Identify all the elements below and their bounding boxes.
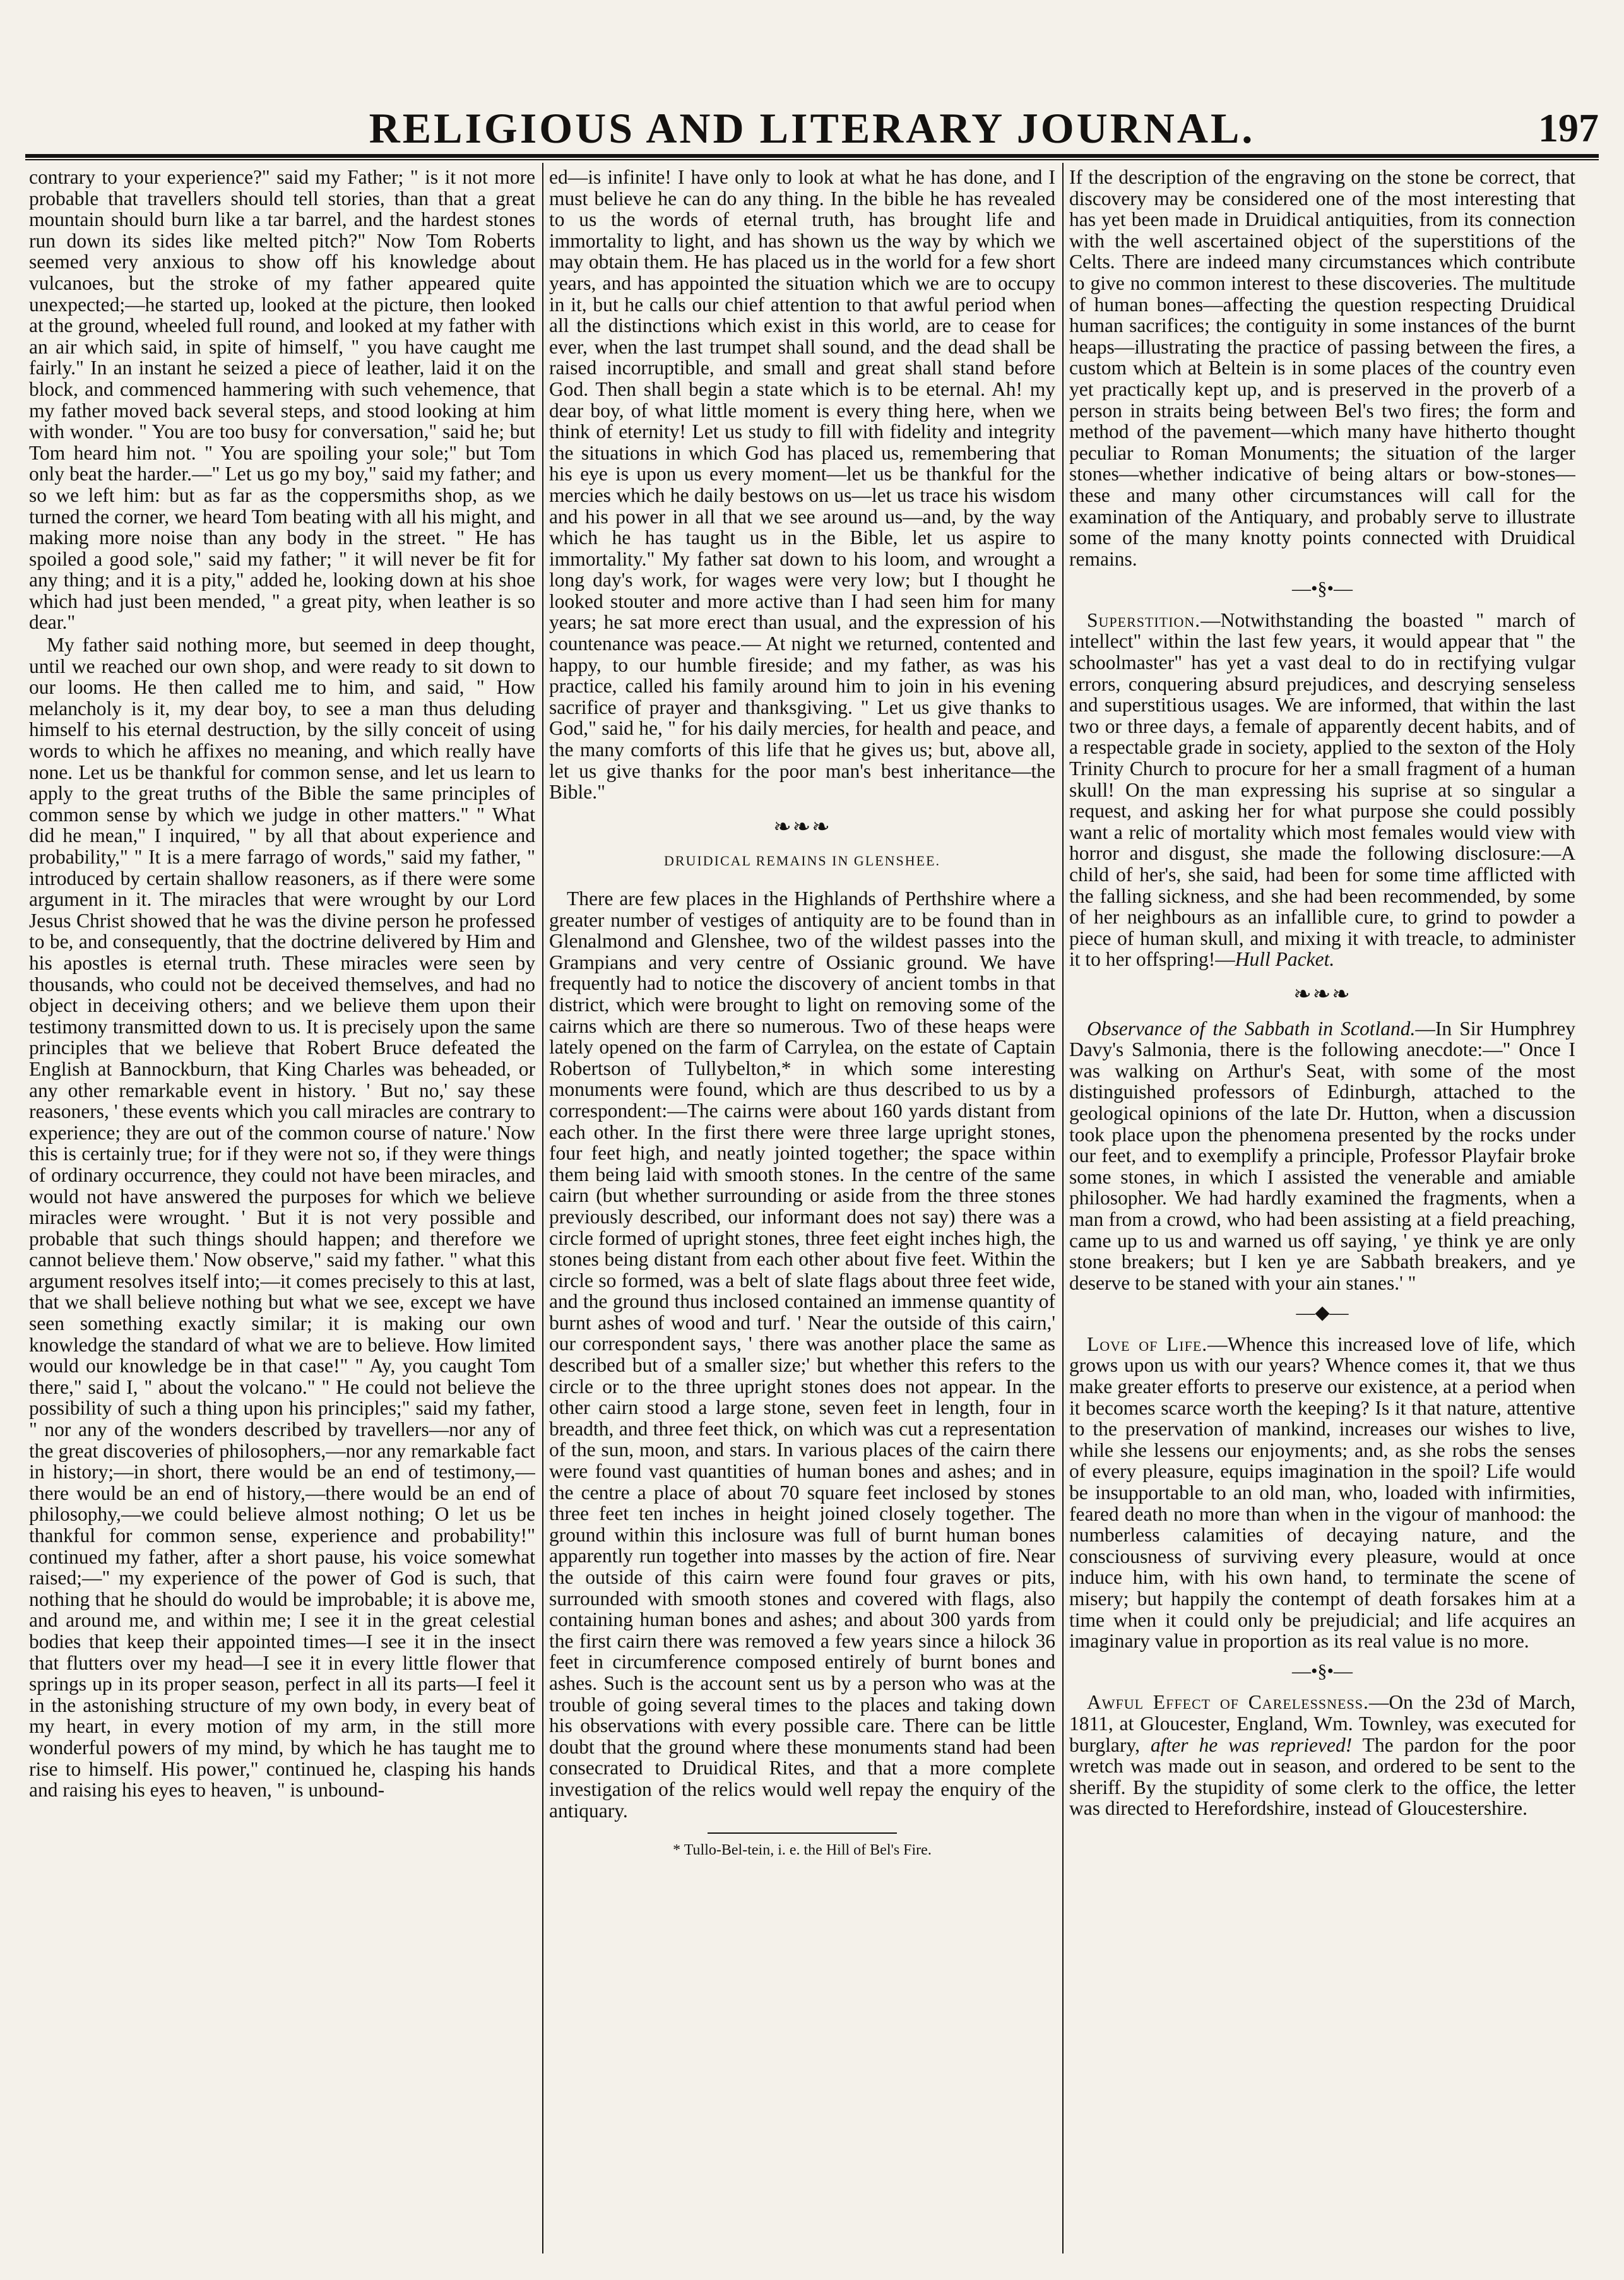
- section-ornament: ❧❧❧: [773, 815, 831, 839]
- item-italic: after he was reprieved!: [1150, 1733, 1353, 1756]
- section-ornament: —•§•—: [1291, 1660, 1353, 1682]
- column-divider: [1062, 163, 1064, 2253]
- story-paragraph: My father said nothing more, but seemed in deep thought, until we reached our own shop, and were ready to sit down to our looms. He then called me to him, and said, " How melancholy is it, my dear boy, to see a man thus deluding himself to his eternal destruction, by the silly conceit of using words to which he affixes no meaning, and which really have none. Let us be thankful for common sense, and let us learn to apply to the great truths of the Bible the same principles of common sense by which we judge in other matters." " What did he mean," I inquired, " by all that about experience and probability," " It is a mere farrago of words," said my father, " introduced by certain shallow reasoners, as if there were some argument in it. The miracles that were wrought by our Lord Jesus Christ showed that he was the divine person he professed to be, and consequently, that the doctrine delivered by Him and his apostles is eternal truth. These miracles were seen by thousands, who could not be deceived themselves, and had no object in deceiving others; and we believe them upon their testimony transmitted down to us. It is precisely upon the same principles that we believe that Robert Bruce defeated the English at Bannockburn, that King Charles was beheaded, or any other remarkable event in history. ' But no,' say these reasoners, ' these events which you call miracles are contrary to experience; they are out of the common course of nature.' Now this is certainly true; for if they were not so, if they were things of ordinary occurrence, they could not have been miracles, and would not have answered the purposes for which we believe miracles were wrought. ' But it is not very possible and probable that such things should happen; and therefore we cannot believe them.' Now observe," said my father. " what this argument resolves itself into;—it comes precisely to this at last, that we shall believe nothing but what we see, except we have seen something exactly similar; it is making our own knowledge the standard of what we are to believe. How limited would our knowledge be in that case!" " Ay, you caught Tom there," said I, " about the volcano." " He could not believe the possibility of such a thing upon his principles;" said my father, " nor any of the wonders described by travellers—nor any of the great discoveries of philosophers,—nor any remarkable fact in history;—in short, there would be an end of testimony,—there would be an end of history,—there would be an end of philosophy,—we could believe almost nothing; O let us be thankful for common sense, experience and probability!" continued my father, after a short pause, his voice somewhat raised;—" my experience of the power of God is such, that nothing that he should do would be improbable; it is above me, and around me, and within me; I see it in the great celestial bodies that keep their appointed times—I see it in the insect that flutters over my head—I see it in every little flower that springs up in its proper season, perfect in all its parts—I feel it in the astonishing structure of my own body, in every beat of my heart, in every motion of my arm, in the still more wonderful powers of my mind, by which he has taught me to rise to himself. His power," continued he, clasping his hands and raising his eyes to heaven, " is unbound-: [29, 634, 535, 1802]
- story-paragraph: contrary to your experience?" said my Father; " is it not more probable that travellers should tell stories, than that a great mountain should burn like a tar barrel, and the hardest stones run down its sides like melted pitch?" Now Tom Roberts seemed very anxious to show off his knowledge about vulcanoes, but the stroke of my father appeared quite unexpected;—he started up, looked at the picture, then looked at the ground, wheeled full round, and looked at my father with an air which said, in spite of himself, " you have caught me fairly." In an instant he seized a piece of leather, laid it on the block, and commenced hammering with such vehemence, that my father moved back several steps, and stood looking at him with wonder. " You are too busy for conversation," said he; but Tom heard him not. " You are spoiling your sole;" but Tom only beat the harder.—" Let us go my boy," said my father; and so we left him: but as far as the coppersmiths shop, as we turned the corner, we heard Tom beating with all his might, and making more noise than any body in the street. " He has spoiled a good sole," said my father; " it will never be fit for any thing; and it is a pity," added he, looking down at his shoe which had just been mended, " a great pity, when leather is so dear.": [29, 167, 535, 634]
- section-ornament: —•§•—: [1291, 578, 1353, 600]
- header-rule: [25, 154, 1599, 160]
- article-paragraph: There are few places in the Highlands of Perthshire where a greater number of vestiges of antiquity are to be found than in Glenalmond and Glenshee, two of the wildest passes into the Grampians and very centre of Ossianic ground. We have frequently had to notice the discovery of ancient tombs in that district, which were brought to light on removing some of the cairns which are there so numerous. Two of these heaps were lately opened on the farm of Carrylea, on the estate of Captain Robertson of Tullybelton,* in which some interesting monuments were found, which are thus described to us by a correspondent:—The cairns were about 160 yards distant from each other. In the first there were three large upright stones, four feet high, and neatly jointed together; the space within them being laid with smooth stones. In the centre of the same cairn (but whether surrounding or aside from the three stones previously described, our informant does not say) there was a circle formed of upright stones, three feet eight inches high, the stones being distant from each other about five feet. Within the circle so formed, was a belt of slate flags about three feet wide, and the ground thus inclosed contained an immense quantity of burnt ashes of wood and turf. ' Near the outside of this cairn,' our correspondent says, ' there was another place the same as described but of a smaller size;' but whether this refers to the circle or to the three upright stones does not appear. In the other cairn stood a large stone, seven feet in length, four in breadth, and three feet thick, on which was cut a representation of the sun, moon, and stars. In various places of the cairn there were found vast quantities of human bones and ashes; and in the centre a place of about 70 square feet inclosed by stones three feet ten inches in height joined closely together. The ground within this inclosure was full of burnt human bones apparently run together into masses by the action of fire. Near the outside of this cairn were found four graves or pits, surrounded with smooth stones and covered with flags, also containing human bones and ashes; and about 300 yards from the first cairn there was removed a few years since a hilock 36 feet in circumference composed entirely of burnt bones and ashes. Such is the account sent us by a person who was at the trouble of going several times to the places and taking down his observations with every possible care. There can be little doubt that the ground where these monuments stand had been consecrated to Druidical Rites, and that a more complete investigation of the relics would well repay the enquiry of the antiquary.: [549, 888, 1055, 1822]
- story-paragraph: ed—is infinite! I have only to look at what he has done, and I must believe he can do any thing. In the bible he has revealed to us the words of eternal truth, has brought life and immortality to light, and has shown us the way by which we may obtain them. He has placed us in the world for a few short years, and has appointed the situation which we are to occupy in it, but he calls our chief attention to that awful period when all the distinctions which exist in this world, are to cease for ever, when the last trumpet shall sound, and the dead shall be raised incorruptible, and small and great shall stand before God. Then shall begin a state which is to be eternal. Ah! my dear boy, of what little moment is every thing here, when we think of eternity! Let us study to fill with fidelity and integrity the situations in which God has placed us, remembering that his eye is upon us every moment—let us be thankful for the mercies which he daily bestows on us—let us trace his wisdom and his power in all that we see around us—and, by the way which he has taught us in the Bible, let us aspire to immortality." My father sat down to his loom, and wrought a long day's work, for wages were very low; but I thought he looked stouter and more active than I had seen him for many years; he sat more erect than usual, and the expression of his countenance was peace.— At night we returned, contented and happy, to our humble fireside; and my father, as was his practice, called his family around him to join in his evening sacrifice of prayer and thanksgiving. " Let us give thanks to God," said he, " for his daily mercies, for health and peace, and the many comforts of this life that he gives us; but, above all, let us give thanks for the poor man's best inheritance—the Bible.": [549, 167, 1055, 804]
- article-heading: DRUIDICAL REMAINS IN GLENSHEE.: [663, 853, 941, 869]
- love-of-life-item: [1069, 1334, 1575, 1652]
- item-title: Observance of the Sabbath in Scotland.: [1087, 1017, 1416, 1040]
- column-1: [29, 167, 535, 2250]
- section-ornament: ❧❧❧: [1293, 982, 1351, 1006]
- journal-title: RELIGIOUS AND LITERARY JOURNAL.: [369, 104, 1255, 152]
- item-title: Love of Life.: [1087, 1333, 1208, 1355]
- column-divider: [542, 163, 543, 2253]
- item-title: Awful Effect of Carelessness.: [1087, 1691, 1369, 1714]
- article-paragraph: If the description of the engraving on the stone be correct, that discovery may be considered one of the most interesting that has yet been made in Druidical antiquities, from its connection with the well ascertained object of the superstitions of the Celts. There are indeed many circumstances which contribute to give no common interest to these discoveries. The multitude of human bones—affecting the question respecting Druidical human sacrifices; the contiguity in some instances of the burnt heaps—illustrating the practice of passing between the fires, a custom which at Beltein is in some places of the country even yet practically kept up, and is preserved in the proverb of a person in straits being between Bel's two fires; the form and method of the pavement—which many have hitherto thought peculiar to Roman Monuments; the situation of the larger stones—whether indicative of being altars or bow-stones—these and many other circumstances will call for the examination of the Antiquary, and probably serve to illustrate some of the many knotty points connected with Druidical remains.: [1069, 167, 1575, 570]
- item-text: —In Sir Humphrey Davy's Salmonia, there is the following anecdote:—" Once I was walking on Arthur's Seat, with some of the most distinguished professors of Edinburgh, attached to the geological opinions of the late Dr. Hutton, when a discussion took place upon the phenomena presented by the rocks under our feet, and to exemplify a principle, Professor Playfair broke some stones, in which I assisted the venerable and amiable philosopher. We had hardly examined the fragments, when a man from a crowd, who had been assisting at a field preaching, came up to us and warned us off saying, ' ye think ye are only stone breakers; but I ken ye are Sabbath breakers, and ye deserve to be staned with your ain stanes.' ": [1069, 1017, 1575, 1294]
- column-2: [549, 167, 1055, 2250]
- item-text: —On the 23d of March, 1811, at Gloucester, England, Wm. Townley, was executed for burglary,: [1069, 1691, 1575, 1756]
- page-number: 197: [1538, 105, 1599, 150]
- column-3: [1069, 167, 1575, 2250]
- masthead: [25, 106, 1599, 150]
- item-text: —Whence this increased love of life, which grows upon us with our years? Whence comes it, that we thus make greater efforts to preserve our existence, at a period when it becomes scarce worth the keeping? Is it that nature, attentive to the preservation of mankind, increases our wishes to live, while she lessens our enjoyments; and, as she robs the senses of every pleasure, equips imagination in the spoil? Life would be insupportable to an old man, who, loaded with infirmities, feared death no more than when in the vigour of manhood: the numberless calamities of decaying nature, and the consciousness of surviving every pleasure, would at once induce him, with his own hand, to terminate the scene of misery; but happily the contempt of death forsakes him at a time when it could only be prejudicial; and life acquires an imaginary value in proportion as its real value is no more.: [1069, 1333, 1575, 1653]
- footnote-rule: [708, 1832, 897, 1834]
- footnote: * Tullo-Bel-tein, i. e. the Hill of Bel's Fire.: [673, 1842, 932, 1859]
- item-text: The pardon for the poor wretch was made out in season, and ordered to be sent to the sheriff. By the stupidity of some clerk to the office, the letter was directed to Herefordshire, instead of Gloucestershire.: [1069, 1733, 1575, 1820]
- item-title: Superstition.: [1087, 609, 1201, 631]
- item-text: —Notwithstanding the boasted " march of intellect" within the last few years, it would appear that " the schoolmaster" has yet a vast deal to do in rectifying vulgar errors, conquering absurd prejudices, and descrying senseless and superstitious usages. We are informed, that within the last two or three days, a female of apparently decent habits, and of a respectable grade in society, applied to the sexton of the Holy Trinity Church to procure for her a small fragment of a human skull! On the man expressing his suprise at so singular a request, and asking her for what purpose she could possibly want a relic of mortality which most females would view with horror and disgust, she made the following disclosure:—A child of her's, she said, had been for some time afflicted with the falling sickness, and she had been recommended, by some of her neighbours as an infallible cure, to grind to powder a piece of human skull, and mixing it with treacle, to administer it to her offspring!—: [1069, 609, 1575, 971]
- carelessness-item: [1069, 1692, 1575, 1819]
- sabbath-item: [1069, 1018, 1575, 1294]
- superstition-item: [1069, 610, 1575, 970]
- item-source: Hull Packet.: [1235, 948, 1335, 971]
- section-ornament: —◆—: [1296, 1302, 1349, 1324]
